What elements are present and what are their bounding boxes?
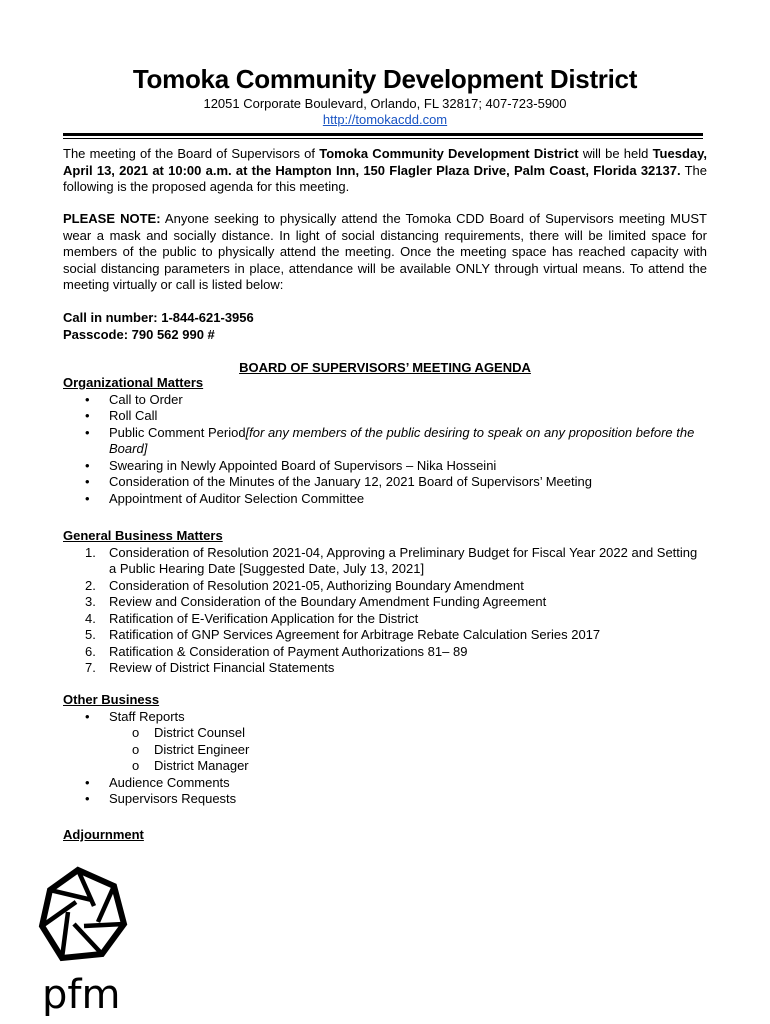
sub-list-item: o District Manager (63, 758, 707, 775)
list-item (63, 627, 707, 644)
pfm-logo-text: pfm (42, 972, 121, 1016)
list-item: • Call to Order (63, 392, 707, 409)
intro-pre: The meeting of the Board of Supervisors of (63, 146, 320, 161)
note-paragraph (63, 211, 707, 294)
adjournment-section (63, 827, 707, 844)
section-heading: Other Business (63, 692, 160, 707)
page-title: Tomoka Community Development District (132, 64, 638, 94)
item-text: Review and Consideration of the Boundary Amendment Funding Agreement (109, 594, 547, 609)
other-business-list (63, 709, 707, 726)
list-item (63, 545, 707, 578)
item-text: Consideration of Resolution 2021-04, Approving a Preliminary Budget for Fiscal Year 2022 and Setting a Public Hearing Date [Suggested Date, July 13, 2021] (109, 544, 698, 576)
list-item: • Roll Call (63, 408, 707, 425)
staff-reports-label: Staff Reports (109, 708, 185, 724)
item-number: 7. (85, 660, 96, 675)
list-item: • Supervisors Requests (63, 791, 707, 808)
intro-district-name: Tomoka Community Development District (319, 146, 579, 161)
pfm-logo-mark (42, 870, 124, 958)
item-number: 6. (85, 643, 96, 659)
agenda-title: BOARD OF SUPERVISORS’ MEETING AGENDA (239, 360, 531, 375)
public-comment-note: [for any members of the public desiring to speak on any proposition before the Board] (109, 424, 695, 456)
adjournment-heading: Adjournment (63, 827, 144, 842)
list-item: • Consideration of the Minutes of the January 12, 2021 Board of Supervisors’ Meeting (63, 474, 707, 491)
intro-when-where: Tuesday, April 13, 2021 at 10:00 a.m. at the Hampton Inn, 150 Flagler Plaza Drive, Palm Coast, Florida 32137. (63, 146, 707, 178)
item-number: 1. (85, 544, 96, 560)
call-in-block (63, 310, 254, 343)
list-item (63, 578, 707, 595)
item-number: 4. (85, 610, 96, 626)
item-number: 3. (85, 594, 96, 609)
organizational-list (63, 392, 707, 508)
note-label: PLEASE NOTE: (63, 211, 161, 226)
list-item (63, 594, 707, 611)
list-item: • Swearing in Newly Appointed Board of Supervisors – Nika Hosseini (63, 458, 707, 475)
website-line (0, 112, 770, 127)
list-item (63, 611, 707, 628)
public-comment-label: Public Comment Period (109, 424, 246, 440)
intro-post: The following is the proposed agenda for this meeting. (63, 162, 708, 194)
item-number: 5. (85, 627, 96, 642)
call-in-number: Call in number: 1-844-621-3956 (63, 310, 254, 325)
list-item-public-comment (63, 425, 707, 458)
section-heading: General Business Matters (63, 528, 223, 543)
header-rule-thick (63, 133, 703, 136)
website-link[interactable]: http://tomokacdd.com (322, 112, 448, 127)
list-item (63, 644, 707, 661)
item-text: Consideration of Resolution 2021-05, Authorizing Boundary Amendment (109, 577, 524, 593)
general-business-section (63, 528, 707, 677)
intro-mid: will be held (578, 146, 653, 161)
list-item: • Appointment of Auditor Selection Committee (63, 491, 707, 508)
passcode: Passcode: 790 562 990 # (63, 326, 215, 342)
staff-reports-sublist (63, 725, 707, 775)
list-item-staff-reports (63, 709, 707, 726)
list-item (63, 660, 707, 677)
other-business-section (63, 692, 707, 808)
item-text: Ratification of E-Verification Application for the District (109, 610, 419, 626)
item-text: Review of District Financial Statements (109, 660, 335, 675)
intro-paragraph (63, 146, 707, 196)
item-text: Ratification & Consideration of Payment Authorizations 81– 89 (109, 643, 468, 659)
list-item: • Audience Comments (63, 775, 707, 792)
item-text: Ratification of GNP Services Agreement for Arbitrage Rebate Calculation Series 2017 (109, 627, 601, 642)
district-address: 12051 Corporate Boulevard, Orlando, FL 32817; 407-723-5900 (203, 96, 567, 111)
other-business-list-cont (63, 775, 707, 808)
general-business-list (63, 545, 707, 677)
header-rule-thin (63, 138, 703, 139)
item-number: 2. (85, 577, 96, 593)
sub-list-item: o District Engineer (63, 742, 707, 759)
sub-list-item: o District Counsel (63, 725, 707, 742)
organizational-matters-section (63, 375, 707, 507)
section-heading: Organizational Matters (63, 375, 204, 390)
note-text: Anyone seeking to physically attend the Tomoka CDD Board of Supervisors meeting MUST wear a mask and socially distance. In light of social distancing requirements, there will be limited space for members of the public to physically attend the meeting. Once the meeting space has reached capacity with social distancing parameters in place, attendance will be available ONLY through virtual means. To attend the meeting virtually or call is listed below: (63, 211, 707, 292)
pfm-logo-icon (36, 866, 136, 1016)
